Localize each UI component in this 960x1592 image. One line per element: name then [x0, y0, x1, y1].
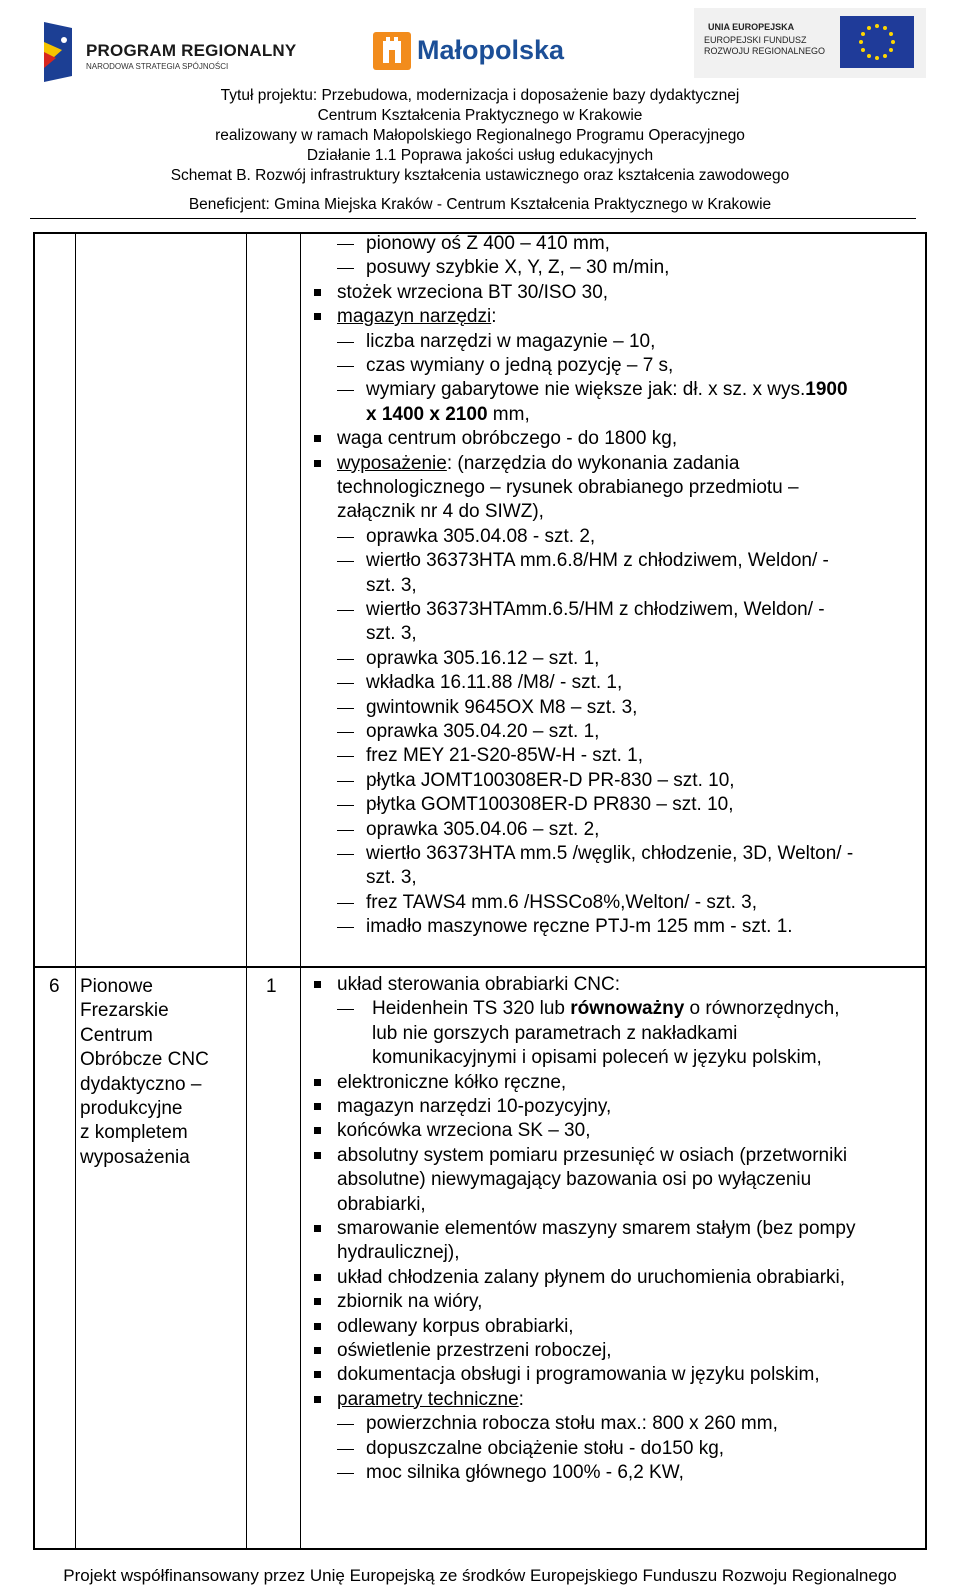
- dash-bullet-icon: [337, 903, 354, 904]
- square-bullet-icon: [314, 1103, 321, 1110]
- spec-line-text: lub nie gorszych parametrach z nakładkami: [372, 1022, 738, 1044]
- spec-line: [366, 232, 610, 256]
- spec-line: [366, 793, 734, 817]
- table-col-divider: [75, 232, 76, 1550]
- spec-line: [366, 330, 655, 354]
- item-quantity: 1: [266, 976, 277, 997]
- spec-line: [337, 1266, 845, 1290]
- spec-line-text: frez MEY 21-S20-85W-H - szt. 1,: [366, 745, 643, 767]
- program-regionalny-name: PROGRAM REGIONALNY: [86, 41, 297, 60]
- spec-line: [372, 1022, 737, 1046]
- spec-line: [337, 1144, 847, 1168]
- spec-line-text: magazyn narzędzi 10-pozycyjny,: [337, 1096, 612, 1117]
- square-bullet-icon: [314, 1225, 321, 1232]
- spec-line-text: oprawka 305.16.12 – szt. 1,: [366, 647, 600, 669]
- spec-line-text: gwintownik 9645OX M8 – szt. 3,: [366, 696, 638, 718]
- spec-line: [366, 818, 599, 842]
- dash-bullet-icon: [337, 610, 354, 611]
- header-divider: [30, 218, 916, 219]
- malopolska-name: Małopolska: [417, 35, 565, 65]
- spec-line: [337, 1363, 820, 1387]
- square-bullet-icon: [314, 460, 321, 467]
- header-action: Działanie 1.1 Poprawa jakości usług edukacyjnych: [306, 147, 654, 164]
- spec-line: [366, 622, 417, 646]
- spec-line-text: wyposażenie: (narzędzia do wykonania zadania: [337, 452, 740, 474]
- spec-line: [366, 671, 622, 695]
- dash-bullet-icon: [337, 244, 354, 245]
- item-name-line: Frezarskie: [80, 1000, 169, 1022]
- program-regionalny-logo: [40, 22, 297, 86]
- spec-line-text: wymiary gabarytowe nie większe jak: dł. x sz. x wys.1900: [366, 379, 848, 401]
- spec-line: [337, 1095, 611, 1119]
- spec-line: [337, 1119, 590, 1143]
- dash-bullet-icon: [337, 1449, 354, 1450]
- spec-line: [337, 1217, 855, 1241]
- item-name-line: wyposażenia: [80, 1146, 190, 1168]
- spec-line-text: elektroniczne kółko ręczne,: [337, 1071, 567, 1093]
- spec-line-text: posuwy szybkie X, Y, Z, – 30 m/min,: [366, 257, 670, 279]
- spec-line-text: oprawka 305.04.20 – szt. 1,: [366, 721, 600, 742]
- eu-flag-icon: [840, 16, 914, 68]
- dash-bullet-icon: [337, 659, 354, 660]
- spec-line: [366, 256, 669, 280]
- spec-line-text: oświetlenie przestrzeni roboczej,: [337, 1340, 612, 1361]
- spec-line: [366, 549, 829, 573]
- spec-line-text: pionowy oś Z 400 – 410 mm,: [366, 233, 610, 254]
- spec-line-text: oprawka 305.04.06 – szt. 2,: [366, 818, 600, 840]
- spec-line: [337, 1168, 811, 1192]
- spec-line-text: komunikacyjnymi i opisami poleceń w języku polskim,: [372, 1047, 822, 1069]
- malopolska-logo: [373, 30, 573, 74]
- spec-line-text: hydraulicznej),: [337, 1242, 460, 1264]
- square-bullet-icon: [314, 1079, 321, 1086]
- spec-line: [366, 598, 825, 622]
- spec-line-text: dokumentacja obsługi i programowania w języku polskim,: [337, 1364, 820, 1386]
- spec-line: [366, 915, 793, 939]
- spec-line-text: płytka JOMT100308ER-D PR-830 – szt. 10,: [366, 769, 735, 791]
- spec-line: [366, 378, 848, 402]
- spec-line: [366, 866, 417, 890]
- dash-bullet-icon: [337, 830, 354, 831]
- square-bullet-icon: [314, 1396, 321, 1403]
- spec-line: [337, 305, 496, 329]
- dash-bullet-icon: [337, 1424, 354, 1425]
- dash-bullet-icon: [337, 732, 354, 733]
- spec-line-text: dopuszczalne obciążenie stołu - do150 kg,: [366, 1437, 725, 1459]
- header-project-title: Tytuł projektu: Przebudowa, modernizacja i doposażenie bazy dydaktycznej: [220, 87, 740, 104]
- dash-bullet-icon: [337, 537, 354, 538]
- dash-bullet-icon: [337, 756, 354, 757]
- dash-bullet-icon: [337, 342, 354, 343]
- spec-line: [337, 1339, 612, 1363]
- spec-line-text: wkładka 16.11.88 /M8/ - szt. 1,: [366, 672, 623, 694]
- eu-logo-line3: ROZWOJU REGIONALNEGO: [704, 46, 826, 56]
- spec-line: [337, 1388, 524, 1412]
- spec-line-text: wiertło 36373HTA mm.5 /węglik, chłodzenie, 3D, Welton/ -: [366, 843, 854, 864]
- spec-line: [366, 574, 417, 598]
- spec-line-text: technologicznego – rysunek obrabianego przedmiotu –: [337, 477, 799, 498]
- program-regionalny-flag-icon: [40, 22, 76, 82]
- spec-line-text: szt. 3,: [366, 867, 417, 889]
- square-bullet-icon: [314, 435, 321, 442]
- spec-line-text: płytka GOMT100308ER-D PR830 – szt. 10,: [366, 794, 734, 816]
- malopolska-emblem-icon: [373, 32, 411, 70]
- square-bullet-icon: [314, 1371, 321, 1378]
- spec-line-text: moc silnika głównego 100% - 6,2 KW,: [366, 1462, 684, 1483]
- dash-bullet-icon: [337, 708, 354, 709]
- item-name-line: produkcyjne: [80, 1098, 183, 1119]
- spec-line-text: liczba narzędzi w magazynie – 10,: [366, 330, 656, 352]
- spec-line-text: frez TAWS4 mm.6 /HSSCo8%,Welton/ - szt. 3,: [366, 891, 758, 913]
- spec-line-text: Heidenhein TS 320 lub równoważny o równorzędnych,: [372, 998, 840, 1020]
- spec-line: [366, 696, 637, 720]
- square-bullet-icon: [314, 1347, 321, 1354]
- header-program: realizowany w ramach Małopolskiego Regionalnego Programu Operacyjnego: [215, 127, 745, 144]
- spec-line-text: absolutne) niewymagający bazowania osi po wyłączeniu: [337, 1169, 812, 1191]
- spec-line: [366, 403, 530, 427]
- spec-line-text: obrabiarki,: [337, 1193, 426, 1215]
- spec-line: [372, 1046, 822, 1070]
- spec-line-text: oprawka 305.04.08 - szt. 2,: [366, 525, 596, 547]
- spec-line: [337, 973, 620, 997]
- square-bullet-icon: [314, 1152, 321, 1159]
- spec-line-text: układ chłodzenia zalany płynem do uruchomienia obrabiarki,: [337, 1266, 846, 1288]
- spec-line: [337, 452, 739, 476]
- item-name-line: Pionowe: [80, 976, 153, 997]
- spec-line-text: smarowanie elementów maszyny smarem stałym (bez pompy: [337, 1218, 856, 1239]
- item-name-line: z kompletem: [80, 1122, 188, 1144]
- spec-line: [366, 647, 599, 671]
- item-name-line: Centrum: [80, 1024, 153, 1046]
- dash-bullet-icon: [337, 390, 354, 391]
- dash-bullet-icon: [337, 683, 354, 684]
- square-bullet-icon: [314, 289, 321, 296]
- dash-bullet-icon: [337, 561, 354, 562]
- spec-line: [337, 1241, 460, 1265]
- spec-line-text: powierzchnia robocza stołu max.: 800 x 260 mm,: [366, 1413, 778, 1435]
- dash-bullet-icon: [337, 366, 354, 367]
- spec-line: [337, 1315, 574, 1339]
- spec-line: [366, 1412, 778, 1436]
- table-col-divider: [246, 232, 247, 1550]
- table-row-divider: [33, 966, 927, 968]
- dash-bullet-icon: [337, 805, 354, 806]
- spec-line: [337, 427, 677, 451]
- spec-line-text: stożek wrzeciona BT 30/ISO 30,: [337, 281, 609, 303]
- spec-line-text: końcówka wrzeciona SK – 30,: [337, 1120, 591, 1142]
- square-bullet-icon: [314, 1127, 321, 1134]
- spec-line-text: szt. 3,: [366, 623, 417, 645]
- table-col-divider: [300, 232, 301, 1550]
- spec-line-text: czas wymiany o jedną pozycję – 7 s,: [366, 355, 674, 376]
- header-beneficiary: Beneficjent: Gmina Miejska Kraków - Centrum Kształcenia Praktycznego w Krakowie: [188, 196, 772, 213]
- square-bullet-icon: [314, 313, 321, 320]
- dash-bullet-icon: [337, 854, 354, 855]
- dash-bullet-icon: [337, 927, 354, 928]
- spec-line: [372, 997, 840, 1021]
- spec-line: [366, 842, 853, 866]
- spec-line-text: zbiornik na wióry,: [337, 1291, 483, 1313]
- spec-line: [366, 1461, 684, 1485]
- item-name-line: dydaktyczno –: [80, 1073, 202, 1095]
- square-bullet-icon: [314, 1323, 321, 1330]
- spec-line: [366, 354, 673, 378]
- spec-line: [337, 281, 608, 305]
- dash-bullet-icon: [337, 1009, 354, 1010]
- dash-bullet-icon: [337, 781, 354, 782]
- spec-line-text: wiertło 36373HTAmm.6.5/HM z chłodziwem, Weldon/ -: [366, 599, 825, 620]
- spec-line-text: załącznik nr 4 do SIWZ),: [337, 501, 544, 523]
- spec-line: [366, 525, 595, 549]
- spec-line-text: wiertło 36373HTA mm.6.8/HM z chłodziwem, Weldon/ -: [366, 550, 829, 572]
- dash-bullet-icon: [337, 1473, 354, 1474]
- spec-line-text: waga centrum obróbczego - do 1800 kg,: [337, 428, 678, 450]
- spec-line-text: szt. 3,: [366, 574, 417, 596]
- spec-line-text: x 1400 x 2100 mm,: [366, 403, 530, 425]
- square-bullet-icon: [314, 1274, 321, 1281]
- square-bullet-icon: [314, 1298, 321, 1305]
- spec-line-text: układ sterowania obrabiarki CNC:: [337, 974, 621, 995]
- program-regionalny-subtitle: NARODOWA STRATEGIA SPÓJNOŚCI: [86, 62, 229, 71]
- spec-line: [366, 891, 757, 915]
- spec-line: [337, 500, 544, 524]
- footer-cofinancing: Projekt współfinansowany przez Unię Europejską ze środków Europejskiego Funduszu Rozwoju Regionalnego: [63, 1566, 897, 1585]
- dash-bullet-icon: [337, 268, 354, 269]
- spec-line-text: odlewany korpus obrabiarki,: [337, 1315, 574, 1337]
- item-name-line: Obróbcze CNC: [80, 1049, 209, 1071]
- row-number: 6: [49, 976, 60, 997]
- header-project-title-cont: Centrum Kształcenia Praktycznego w Krakowie: [317, 107, 643, 124]
- spec-line: [366, 769, 735, 793]
- eu-erdf-logo: [694, 8, 926, 78]
- spec-line-text: imadło maszynowe ręczne PTJ-m 125 mm - szt. 1.: [366, 916, 793, 938]
- spec-line-text: magazyn narzędzi:: [337, 306, 497, 328]
- spec-line: [366, 744, 643, 768]
- eu-logo-line2: EUROPEJSKI FUNDUSZ: [704, 35, 807, 45]
- spec-line: [366, 1437, 724, 1461]
- eu-logo-line1: UNIA EUROPEJSKA: [708, 22, 795, 32]
- spec-line-text: absolutny system pomiaru przesunięć w osiach (przetworniki: [337, 1144, 848, 1166]
- spec-line: [337, 476, 799, 500]
- square-bullet-icon: [314, 981, 321, 988]
- spec-line: [337, 1290, 482, 1314]
- spec-line-text: parametry techniczne:: [337, 1388, 524, 1410]
- spec-line: [366, 720, 599, 744]
- header-scheme: Schemat B. Rozwój infrastruktury kształcenia ustawicznego oraz kształcenia zawodowego: [170, 167, 790, 184]
- spec-line: [337, 1193, 426, 1217]
- spec-line: [337, 1071, 566, 1095]
